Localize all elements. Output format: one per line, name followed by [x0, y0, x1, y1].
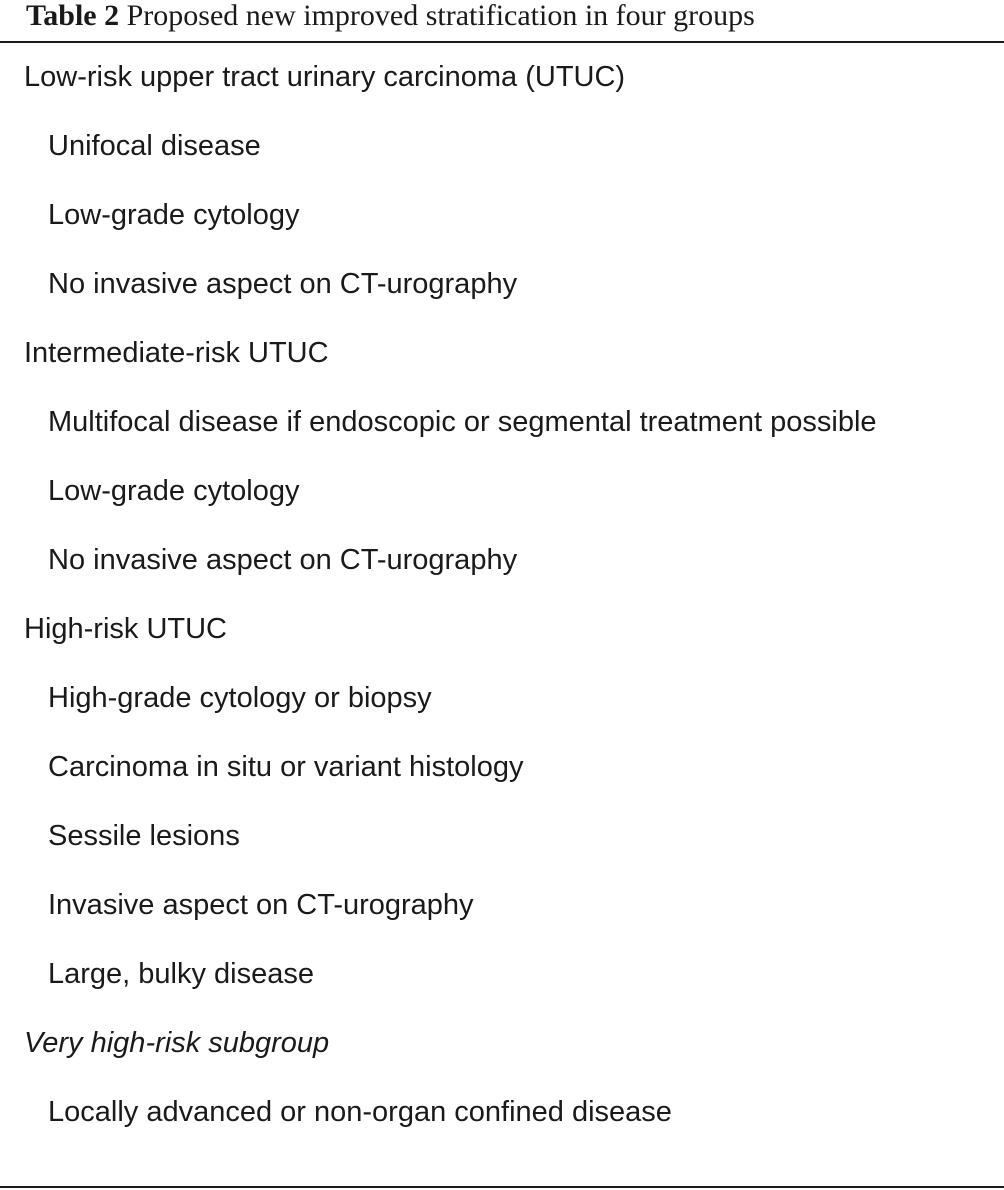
table-row: Low-grade cytology — [48, 475, 300, 507]
table-caption-title: Proposed new improved stratification in four groups — [126, 0, 755, 32]
group-heading-low-risk: Low-risk upper tract urinary carcinoma (UTUC) — [24, 61, 626, 93]
table-row: Unifocal disease — [48, 130, 261, 162]
bottom-rule — [0, 1186, 1004, 1188]
table-caption — [26, 0, 755, 34]
table-row: Low-grade cytology — [48, 199, 300, 231]
table-row: Carcinoma in situ or variant histology — [48, 751, 524, 783]
table-row: High-grade cytology or biopsy — [48, 682, 432, 714]
table-row: Invasive aspect on CT-urography — [48, 889, 474, 921]
table-body — [0, 43, 1004, 1147]
group-heading-intermediate-risk: Intermediate-risk UTUC — [24, 337, 329, 369]
table-row: Sessile lesions — [48, 820, 240, 852]
table-row: No invasive aspect on CT-urography — [48, 268, 518, 300]
table-row: Multifocal disease if endoscopic or segmental treatment possible — [48, 406, 877, 438]
group-heading-very-high-risk: Very high-risk subgroup — [24, 1027, 330, 1059]
table-row: Large, bulky disease — [48, 958, 314, 990]
group-heading-high-risk: High-risk UTUC — [24, 613, 227, 645]
table-row: No invasive aspect on CT-urography — [48, 544, 518, 576]
table-row: Locally advanced or non-organ confined disease — [48, 1096, 672, 1128]
table-caption-label: Table 2 — [26, 0, 120, 32]
